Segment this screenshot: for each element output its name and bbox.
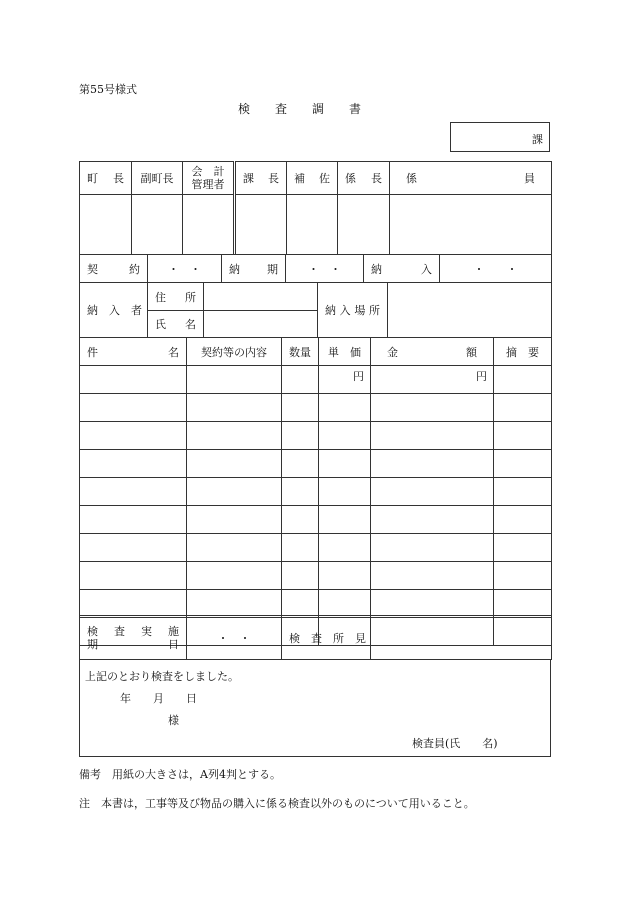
cell-contract-content[interactable] (187, 394, 282, 422)
cell-amount[interactable] (371, 450, 494, 478)
cell-amount[interactable] (371, 562, 494, 590)
cell-unit-price[interactable] (319, 478, 371, 506)
cell-remarks[interactable] (494, 534, 552, 562)
certification-date: 年 月 日 (120, 692, 197, 705)
contract-table (79, 254, 552, 283)
inspection-date-label-line2: 期 日 (87, 637, 179, 651)
remark-paper-size: 備考 用紙の大きさは，A列4判とする。 (79, 768, 281, 781)
mayor-header: 町 長 (80, 162, 132, 195)
cell-contract-content[interactable] (187, 422, 282, 450)
accountant-line2: 管理者 (191, 178, 225, 191)
addressee-suffix: 様 (168, 714, 179, 727)
findings-label: 検 査 所 見 (282, 616, 371, 660)
accountant-stamp[interactable] (183, 195, 235, 255)
cell-item-name[interactable] (80, 506, 187, 534)
staff-right-label: 員 (524, 172, 535, 185)
certification-block (79, 659, 551, 757)
cell-remarks[interactable] (494, 394, 552, 422)
cell-item-name[interactable] (80, 366, 187, 394)
accountant-line1: 会 計 (191, 165, 225, 178)
delivery-place-field[interactable] (388, 283, 552, 338)
approval-table (79, 161, 552, 255)
name-field[interactable] (204, 311, 318, 338)
items-table (79, 337, 552, 646)
cell-quantity[interactable] (282, 478, 319, 506)
table-row (80, 506, 552, 534)
yen-unit: 円 (476, 370, 487, 383)
form-number: 第55号様式 (79, 83, 137, 96)
cell-remarks[interactable] (494, 366, 552, 394)
inspection-date-field[interactable]: ・ ・ (187, 616, 282, 660)
delivery-period-field[interactable]: ・ ・ (286, 255, 364, 283)
staff-header (390, 162, 552, 195)
delivery-date-field[interactable]: ・ ・ (440, 255, 552, 283)
delivery-place-label: 納入場所 (318, 283, 388, 338)
cell-item-name[interactable] (80, 562, 187, 590)
contract-date-field[interactable]: ・ ・ (148, 255, 222, 283)
findings-field[interactable] (371, 616, 552, 660)
cell-amount[interactable] (371, 422, 494, 450)
table-row (80, 394, 552, 422)
staff-left-label: 係 (406, 172, 417, 185)
cell-item-name[interactable] (80, 534, 187, 562)
cell-unit-price[interactable] (319, 422, 371, 450)
header-amount: 金 額 (371, 338, 494, 366)
header-unit-price: 単 価 (319, 338, 371, 366)
table-row (80, 534, 552, 562)
cell-remarks[interactable] (494, 422, 552, 450)
cell-item-name[interactable] (80, 394, 187, 422)
certification-statement: 上記のとおり検査をしました。 (85, 670, 239, 683)
cell-contract-content[interactable] (187, 562, 282, 590)
cell-item-name[interactable] (80, 422, 187, 450)
staff-stamp[interactable] (390, 195, 552, 255)
table-row (80, 590, 552, 618)
cell-quantity[interactable] (282, 534, 319, 562)
cell-quantity[interactable] (282, 506, 319, 534)
accountant-header (183, 162, 235, 195)
header-quantity: 数量 (282, 338, 319, 366)
delivery-label: 納 入 (364, 255, 440, 283)
remark-usage-note: 注 本書は，工事等及び物品の購入に係る検査以外のものについて用いること。 (79, 797, 475, 810)
section-box (450, 122, 550, 152)
yen-unit: 円 (353, 370, 364, 383)
section-chief-header: 課 長 (235, 162, 287, 195)
cell-amount[interactable] (371, 534, 494, 562)
table-row (80, 422, 552, 450)
cell-contract-content[interactable] (187, 534, 282, 562)
cell-amount[interactable] (371, 590, 494, 618)
header-remarks: 摘 要 (494, 338, 552, 366)
table-row (80, 366, 552, 394)
table-row (80, 450, 552, 478)
cell-unit-price[interactable] (319, 366, 371, 394)
cell-unit-price[interactable] (319, 590, 371, 618)
table-row (80, 562, 552, 590)
cell-remarks[interactable] (494, 590, 552, 618)
address-label: 住 所 (148, 283, 204, 311)
cell-amount[interactable] (371, 478, 494, 506)
cell-remarks[interactable] (494, 478, 552, 506)
cell-unit-price[interactable] (319, 450, 371, 478)
name-label: 氏 名 (148, 311, 204, 338)
contract-label: 契 約 (80, 255, 148, 283)
document-title: 検査調書 (238, 102, 387, 116)
table-row (80, 478, 552, 506)
section-label: 課 (532, 133, 543, 146)
cell-item-name[interactable] (80, 478, 187, 506)
cell-item-name[interactable] (80, 590, 187, 618)
cell-item-name[interactable] (80, 450, 187, 478)
header-contract-content: 契約等の内容 (187, 338, 282, 366)
unit-chief-stamp[interactable] (338, 195, 390, 255)
cell-quantity[interactable] (282, 422, 319, 450)
inspection-date-label-line1: 検 査 実 施 (87, 624, 179, 638)
supplier-label: 納 入 者 (80, 283, 148, 338)
cell-contract-content[interactable] (187, 450, 282, 478)
delivery-period-label: 納 期 (222, 255, 286, 283)
assistant-header: 補 佐 (287, 162, 338, 195)
unit-chief-header: 係 長 (338, 162, 390, 195)
cell-quantity[interactable] (282, 394, 319, 422)
deputy-mayor-header: 副町長 (132, 162, 183, 195)
cell-amount[interactable] (371, 506, 494, 534)
cell-contract-content[interactable] (187, 366, 282, 394)
cell-contract-content[interactable] (187, 478, 282, 506)
cell-amount[interactable] (371, 394, 494, 422)
cell-quantity[interactable] (282, 366, 319, 394)
cell-quantity[interactable] (282, 562, 319, 590)
inspection-table (79, 615, 552, 660)
cell-quantity[interactable] (282, 450, 319, 478)
cell-unit-price[interactable] (319, 534, 371, 562)
cell-unit-price[interactable] (319, 506, 371, 534)
inspection-date-label (80, 616, 187, 660)
cell-contract-content[interactable] (187, 506, 282, 534)
cell-remarks[interactable] (494, 450, 552, 478)
cell-contract-content[interactable] (187, 590, 282, 618)
header-item-name: 件 名 (80, 338, 187, 366)
cell-remarks[interactable] (494, 562, 552, 590)
section-chief-stamp[interactable] (235, 195, 287, 255)
cell-remarks[interactable] (494, 506, 552, 534)
assistant-stamp[interactable] (287, 195, 338, 255)
cell-amount[interactable] (371, 366, 494, 394)
mayor-stamp[interactable] (80, 195, 132, 255)
inspector-name: 検査員(氏 名) (412, 737, 498, 750)
cell-quantity[interactable] (282, 590, 319, 618)
supplier-table (79, 282, 552, 338)
cell-unit-price[interactable] (319, 394, 371, 422)
address-field[interactable] (204, 283, 318, 311)
deputy-mayor-stamp[interactable] (132, 195, 183, 255)
cell-unit-price[interactable] (319, 562, 371, 590)
